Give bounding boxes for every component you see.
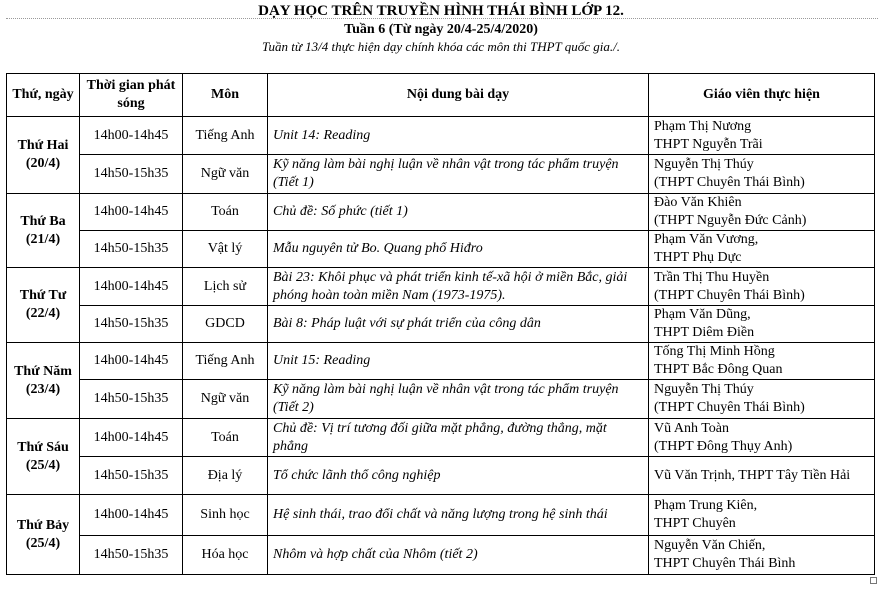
content-cell: Unit 14: Reading [268,117,649,155]
teacher-cell: Phạm Văn Vương, THPT Phụ Dực [649,231,875,268]
day-date: (20/4) [25,156,61,171]
day-date: (23/4) [25,381,61,397]
table-row [7,268,875,306]
content-cell: Tổ chức lãnh thổ công nghiệp [268,457,649,495]
week-heading: Tuần 6 (Từ ngày 20/4-25/4/2020) [344,22,538,37]
subject-cell: Tiếng Anh [183,117,268,155]
subject-cell: Toán [183,194,268,231]
day-cell [7,419,80,495]
day-date: (25/4) [25,457,61,473]
table-row [7,495,875,536]
day-name: Thứ Sáu [17,439,69,455]
subject-cell: Ngữ văn [183,380,268,419]
teacher-cell: Đào Văn Khiên (THPT Nguyễn Đức Cảnh) [649,194,875,231]
day-name: Thứ Năm [14,363,72,379]
content-cell: Bài 23: Khôi phục và phát triển kinh tế-xã hội ở miền Bắc, giải phóng hoàn toàn miền Nam (1973-1975). [268,268,649,306]
table-row [7,343,875,380]
teacher-cell: Tống Thị Minh Hồng THPT Bắc Đông Quan [649,343,875,380]
time-cell: 14h00-14h45 [80,343,183,380]
day-date: (22/4) [25,306,61,321]
column-header-day: Thứ, ngày [7,74,80,117]
table-row [7,194,875,231]
teacher-cell: Trần Thị Thu Huyền (THPT Chuyên Thái Bình) [649,268,875,306]
subject-cell: Toán [183,419,268,457]
content-cell: Unit 15: Reading [268,343,649,380]
time-cell: 14h00-14h45 [80,419,183,457]
day-date: (21/4) [25,231,61,247]
column-header-teacher: Giáo viên thực hiện [649,74,875,117]
day-name: Thứ Tư [19,288,67,303]
table-row [7,419,875,457]
teacher-cell: Nguyễn Thị Thúy (THPT Chuyên Thái Bình) [649,380,875,419]
table-row [7,306,875,343]
teacher-cell: Phạm Thị Nương THPT Nguyễn Trãi [649,117,875,155]
time-cell: 14h50-15h35 [80,155,183,194]
time-cell: 14h50-15h35 [80,231,183,268]
content-cell: Bài 8: Pháp luật với sự phát triển của công dân [268,306,649,343]
subject-cell: Ngữ văn [183,155,268,194]
table-row [7,231,875,268]
time-cell: 14h00-14h45 [80,495,183,536]
day-name: Thứ Ba [20,213,66,229]
schedule-table [6,73,875,575]
schedule-note: Tuần từ 13/4 thực hiện dạy chính khóa các môn thi THPT quốc gia./. [261,39,621,54]
subject-cell: Sinh học [183,495,268,536]
subject-cell: Vật lý [183,231,268,268]
day-name: Thứ Bảy [16,517,70,533]
day-cell [7,343,80,419]
subject-cell: Hóa học [183,536,268,575]
teacher-cell: Phạm Trung Kiên, THPT Chuyên [649,495,875,536]
table-row [7,536,875,575]
time-cell: 14h00-14h45 [80,268,183,306]
content-cell: Kỹ năng làm bài nghị luận về nhân vật trong tác phẩm truyện (Tiết 2) [268,380,649,419]
day-name: Thứ Hai [17,138,69,153]
day-cell [7,495,80,575]
time-cell: 14h00-14h45 [80,194,183,231]
time-cell: 14h00-14h45 [80,117,183,155]
schedule-body [7,117,875,575]
column-header-content: Nội dung bài dạy [268,74,649,117]
dotted-divider [6,18,878,19]
table-row [7,117,875,155]
time-cell: 14h50-15h35 [80,457,183,495]
day-date: (25/4) [25,535,61,551]
document-title: DẠY HỌC TRÊN TRUYỀN HÌNH THÁI BÌNH LỚP 12. [258,3,624,19]
time-cell: 14h50-15h35 [80,536,183,575]
teacher-cell: Vũ Anh Toàn (THPT Đông Thụy Anh) [649,419,875,457]
subject-cell: Tiếng Anh [183,343,268,380]
content-cell: Hệ sinh thái, trao đổi chất và năng lượng trong hệ sinh thái [268,495,649,536]
day-cell [7,268,80,343]
table-header-row [7,74,875,117]
table-resize-handle[interactable] [870,577,877,584]
content-cell: Chủ đề: Số phức (tiết 1) [268,194,649,231]
day-cell [7,117,80,194]
content-cell: Nhôm và hợp chất của Nhôm (tiết 2) [268,536,649,575]
teacher-cell: Nguyễn Thị Thúy (THPT Chuyên Thái Bình) [649,155,875,194]
subject-cell: Địa lý [183,457,268,495]
day-cell [7,194,80,268]
column-header-time: Thời gian phát sóng [80,74,183,117]
subject-cell: Lịch sử [183,268,268,306]
subject-cell: GDCD [183,306,268,343]
content-cell: Mẫu nguyên tử Bo. Quang phổ Hiđro [268,231,649,268]
teacher-cell: Nguyễn Văn Chiến, THPT Chuyên Thái Bình [649,536,875,575]
table-row [7,155,875,194]
table-row [7,380,875,419]
content-cell: Kỹ năng làm bài nghị luận về nhân vật trong tác phẩm truyện (Tiết 1) [268,155,649,194]
content-cell: Chủ đề: Vị trí tương đối giữa mặt phẳng, đường thẳng, mặt phẳng [268,419,649,457]
teacher-cell: Vũ Văn Trịnh, THPT Tây Tiền Hải [649,457,875,495]
table-row [7,457,875,495]
teacher-cell: Phạm Văn Dũng, THPT Diêm Điền [649,306,875,343]
time-cell: 14h50-15h35 [80,380,183,419]
column-header-subject: Môn [183,74,268,117]
time-cell: 14h50-15h35 [80,306,183,343]
